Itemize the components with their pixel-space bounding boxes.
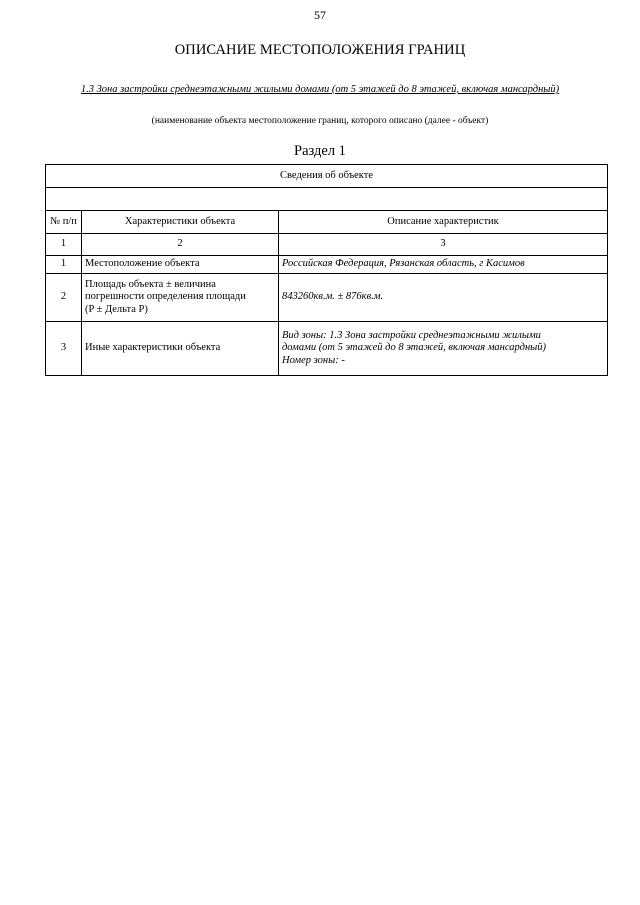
- row-number: 3: [46, 322, 82, 376]
- column-header-number: № п/п: [46, 211, 82, 234]
- row-description: 843260кв.м. ± 876кв.м.: [279, 274, 608, 322]
- table-header: Сведения об объекте: [46, 165, 608, 188]
- column-header-characteristic: Характеристики объекта: [82, 211, 279, 234]
- column-number: 2: [82, 234, 279, 256]
- row-description: Российская Федерация, Рязанская область, г Касимов: [279, 256, 608, 274]
- section-title: Раздел 1: [294, 143, 346, 159]
- column-number: 3: [279, 234, 608, 256]
- table-header-row: [46, 165, 608, 188]
- table-row: [46, 274, 608, 322]
- column-header-description: Описание характеристик: [279, 211, 608, 234]
- table-row: [46, 322, 608, 376]
- column-headers-row: [46, 211, 608, 234]
- page-number: 57: [314, 8, 326, 22]
- document-title: ОПИСАНИЕ МЕСТОПОЛОЖЕНИЯ ГРАНИЦ: [174, 42, 466, 58]
- row-characteristic: [82, 274, 279, 322]
- row-number: 1: [46, 256, 82, 274]
- description-line: Номер зоны: -: [282, 354, 345, 366]
- table-row: [46, 256, 608, 274]
- column-numbers-row: [46, 234, 608, 256]
- object-name: 1.3 Зона застройки среднеэтажными жилыми домами (от 5 этажей до 8 этажей, включая мансардный): [80, 84, 560, 95]
- table-empty-row: [46, 188, 608, 211]
- description-line: домами (от 5 этажей до 8 этажей, включая мансардный): [282, 342, 547, 354]
- characteristic-line: Площадь объекта ± величина: [85, 278, 216, 290]
- row-number: 2: [46, 274, 82, 322]
- row-characteristic: Иные характеристики объекта: [82, 322, 279, 376]
- characteristic-line: (P ± Дельта P): [85, 303, 148, 315]
- row-characteristic: Местоположение объекта: [82, 256, 279, 274]
- column-number: 1: [46, 234, 82, 256]
- characteristic-line: погрешности определения площади: [85, 291, 246, 303]
- object-name-caption: (наименование объекта местоположение границ, которого описано (далее - объект): [151, 116, 489, 126]
- row-description: [279, 322, 608, 376]
- empty-cell: [46, 188, 608, 211]
- description-line: Вид зоны: 1.3 Зона застройки среднеэтажными жилыми: [282, 329, 541, 341]
- object-info-table: [45, 164, 608, 376]
